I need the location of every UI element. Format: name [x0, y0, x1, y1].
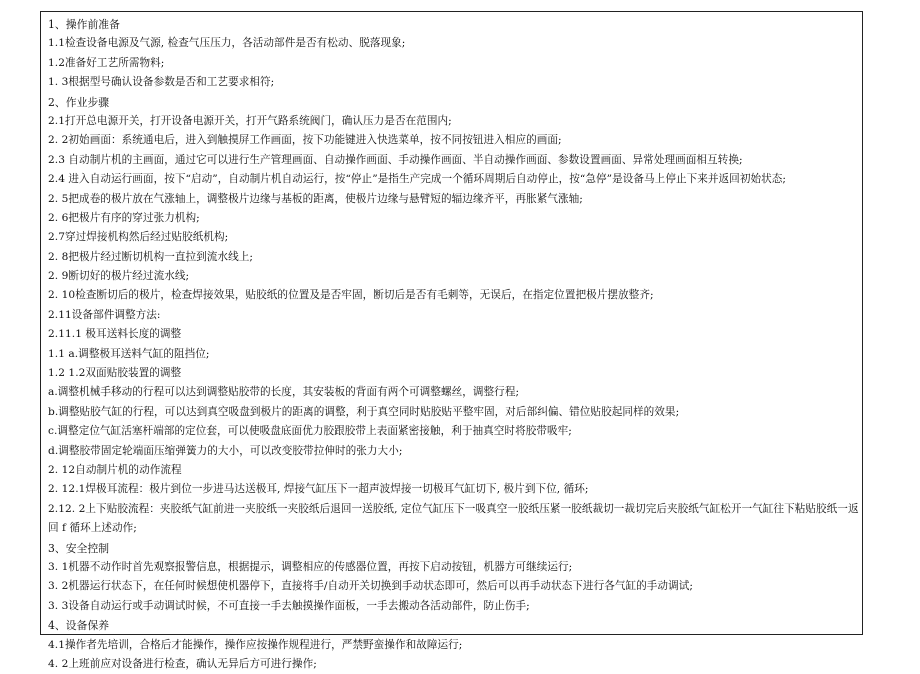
text-line-wrapped: 2.12. 2上下贴胶流程：夹胶纸气缸前进一夹胶纸一夹胶纸后退回一送胶纸, 定位气缸压下一吸真空一胶纸压紧一胶纸裁切一裁切完后夹胶纸气缸松开一气缸往下粘贴胶纸一返回 f 循环上述动作; — [48, 502, 859, 535]
text-line: 2.7穿过焊接机构然后经过贴胶纸机构; — [48, 231, 229, 244]
text-line: 1.2准备好工艺所需物料; — [48, 56, 165, 69]
section-heading-2: 2、作业步骤 — [48, 95, 110, 109]
text-line: 2. 9断切好的极片经过流水线; — [48, 270, 190, 283]
text-line: 2.1打开总电源开关，打开设备电源开关，打开气路系统阀门，确认压力是否在范围内; — [48, 114, 452, 127]
text-line: a.调整机械手移动的行程可以达到调整贴胶带的长度，其安装板的背面有两个可调整螺丝，调整行程; — [48, 386, 520, 399]
text-line: d.调整胶带固定轮端面压缩弹簧力的大小，可以改变胶带拉伸时的张力大小; — [48, 444, 403, 457]
text-line: 1. 3根据型号确认设备参数是否和工艺要求相符; — [48, 76, 275, 89]
text-line: 3. 3设备自动运行或手动调试时候，不可直接一手去触摸操作面板，一手去搬动各活动部件，防止伤手; — [48, 599, 530, 612]
text-line: 2. 12自动制片机的动作流程 — [48, 463, 182, 476]
text-line: 2. 8把极片经过断切机构一直拉到流水线上; — [48, 250, 253, 263]
text-line: 1.2 1.2双面贴胶装置的调整 — [48, 367, 182, 380]
text-line: 2. 2初始画面：系统通电后，进入到触摸屏工作画面，按下功能键进入快选菜单，按不同按钮进入相应的画面; — [48, 134, 562, 147]
section-heading-3: 3、安全控制 — [48, 541, 110, 555]
text-line: b.调整贴胶气缸的行程，可以达到真空吸盘到极片的距离的调整，利于真空同时贴胶贴平整牢固，对后部纠偏、错位贴胶起同样的效果; — [48, 405, 680, 418]
text-line: 2. 10检查断切后的极片，检查焊接效果，贴胶纸的位置及是否牢固，断切后是否有毛刺等，无误后，在指定位置把极片摆放整齐; — [48, 289, 654, 302]
text-line: 4.1操作者先培训，合格后才能操作，操作应按操作规程进行，严禁野蛮操作和故障运行; — [48, 638, 463, 651]
text-line: 2.11设备部件调整方法: — [48, 308, 161, 321]
section-heading-4: 4、设备保养 — [48, 619, 110, 633]
text-line: 1.1检查设备电源及气源, 检查气压压力，各活动部件是否有松动、脱落现象; — [48, 37, 406, 50]
text-line: c.调整定位气缸活塞杆端部的定位套，可以使吸盘底面优力胶跟胶带上表面紧密接触，利于抽真空时将胶带吸牢; — [48, 425, 572, 438]
text-line: 4. 2上班前应对设备进行检查，确认无异后方可进行操作; — [48, 657, 317, 670]
document-body — [48, 15, 860, 674]
text-line: 2. 12.1焊极耳流程：极片到位一步进马达送极耳, 焊接气缸压下一超声波焊接一切极耳气缸切下, 极片到下位, 循环; — [48, 483, 589, 496]
text-line: 1.1 a.调整极耳送料气缸的阻挡位; — [48, 347, 210, 360]
text-line: 2.3 自动制片机的主画面，通过它可以进行生产管理画面、自动操作画面、手动操作画面、半自动操作画面、参数设置画面、异常处理画面相互转换; — [48, 153, 743, 166]
text-line: 2.4 进入自动运行画面，按下“启动”，自动制片机自动运行，按“停止”是指生产完成一个循环周期后自动停止，按“急停”是设备马上停止下来并返回初始状态; — [48, 173, 787, 186]
text-line: 3. 1机器不动作时首先观察报警信息，根据提示，调整相应的传感器位置，再按下启动按钮，机器方可继续运行; — [48, 560, 573, 573]
section-heading-1: 1、操作前准备 — [48, 18, 120, 31]
text-line: 2. 5把成卷的极片放在气涨轴上，调整极片边缘与基板的距离，使极片边缘与悬臂短的辐边缘齐平，再胀紧气涨轴; — [48, 192, 583, 205]
text-line: 2.11.1 极耳送料长度的调整 — [48, 328, 182, 341]
text-line: 3. 2机器运行状态下，在任何时候想使机器停下，直接将手/自动开关切换到手动状态即可，然后可以再手动状态下进行各气缸的手动调试; — [48, 580, 693, 593]
text-line: 2. 6把极片有序的穿过张力机构; — [48, 211, 200, 224]
